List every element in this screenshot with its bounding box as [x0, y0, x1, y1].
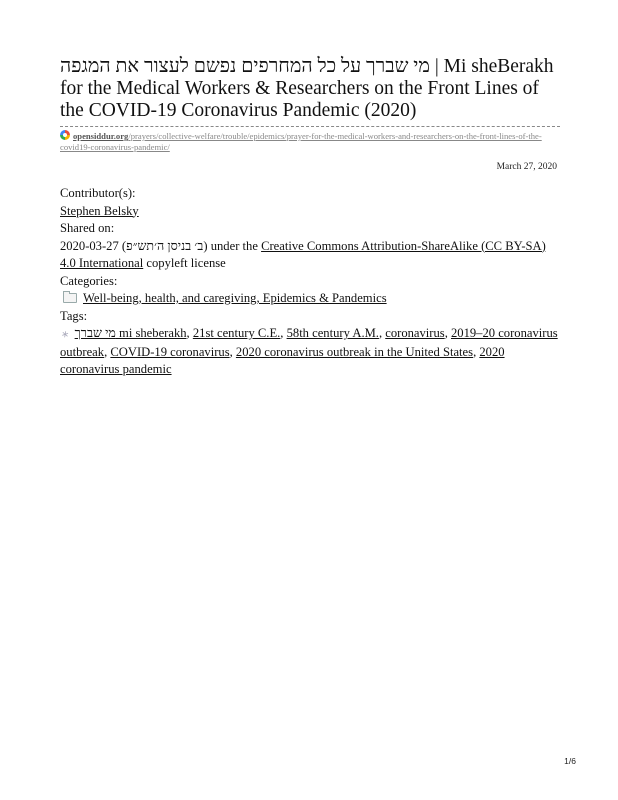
shared-on-label: Shared on: [60, 221, 115, 235]
source-url[interactable] [60, 126, 560, 153]
opensiddur-logo-icon [60, 130, 70, 140]
publish-date: March 27, 2020 [496, 162, 557, 172]
contributors-label: Contributor(s): [60, 186, 136, 200]
tag-link[interactable]: COVID-19 coronavirus [110, 344, 230, 359]
license-link[interactable]: Creative Commons Attribution-ShareAlike (CC BY-SA) 4.0 International [60, 238, 546, 270]
tag-link[interactable]: 2020 coronavirus outbreak in the United States [235, 344, 474, 359]
tags-line: ⚹ מי שברך mi sheberakh, 21st century C.E., 58th century A.M., coronavirus, 2019–20 coronavirus outbreak, COVID-19 coronavirus, 2020 coronavirus outbreak in the United States, 2020 coronavirus pandemic [59, 326, 558, 376]
contributor-link[interactable]: Stephen Belsky [60, 203, 139, 218]
license-line [60, 238, 560, 273]
page-number: 1/6 [564, 756, 576, 766]
license-suffix: copyleft license [143, 256, 226, 270]
shared-date: 2020-03-27 (ב׳ בניסן ה׳תש״פ) [60, 238, 208, 253]
folder-icon [63, 293, 77, 303]
tag-link[interactable]: 21st century C.E. [192, 326, 281, 340]
post-meta [60, 185, 560, 379]
tag-icon: ⚹ [59, 327, 71, 341]
document-title: מי שברך על כל המחרפים נפשם לעצור את המגפה | Mi sheBerakh for the Medical Workers & Researchers on the Front Lines of the COVID-19 Coronavirus Pandemic (2020) [60, 56, 554, 121]
tag-link[interactable]: 58th century A.M. [286, 326, 379, 340]
tag-link[interactable]: 2020 coronavirus pandemic [60, 344, 505, 376]
source-path[interactable]: /prayers/collective-welfare/trouble/epidemics/prayer-for-the-medical-workers-and-researchers-on-the-front-lines-of-the-covid19-coronavirus-pandemic/ [60, 131, 542, 152]
tag-link[interactable]: coronavirus [385, 326, 445, 340]
tag-link[interactable]: 2019–20 coronavirus outbreak [60, 326, 558, 359]
categories-label: Categories: [60, 273, 118, 288]
categories-line [60, 290, 560, 308]
tag-link[interactable]: מי שברך mi sheberakh [74, 326, 187, 340]
under-text: under the [207, 238, 262, 253]
source-domain[interactable]: opensiddur.org [73, 131, 129, 141]
tags-label: Tags: [60, 308, 88, 323]
categories-link[interactable]: Well-being, health, and caregiving, Epidemics & Pandemics [83, 291, 387, 305]
